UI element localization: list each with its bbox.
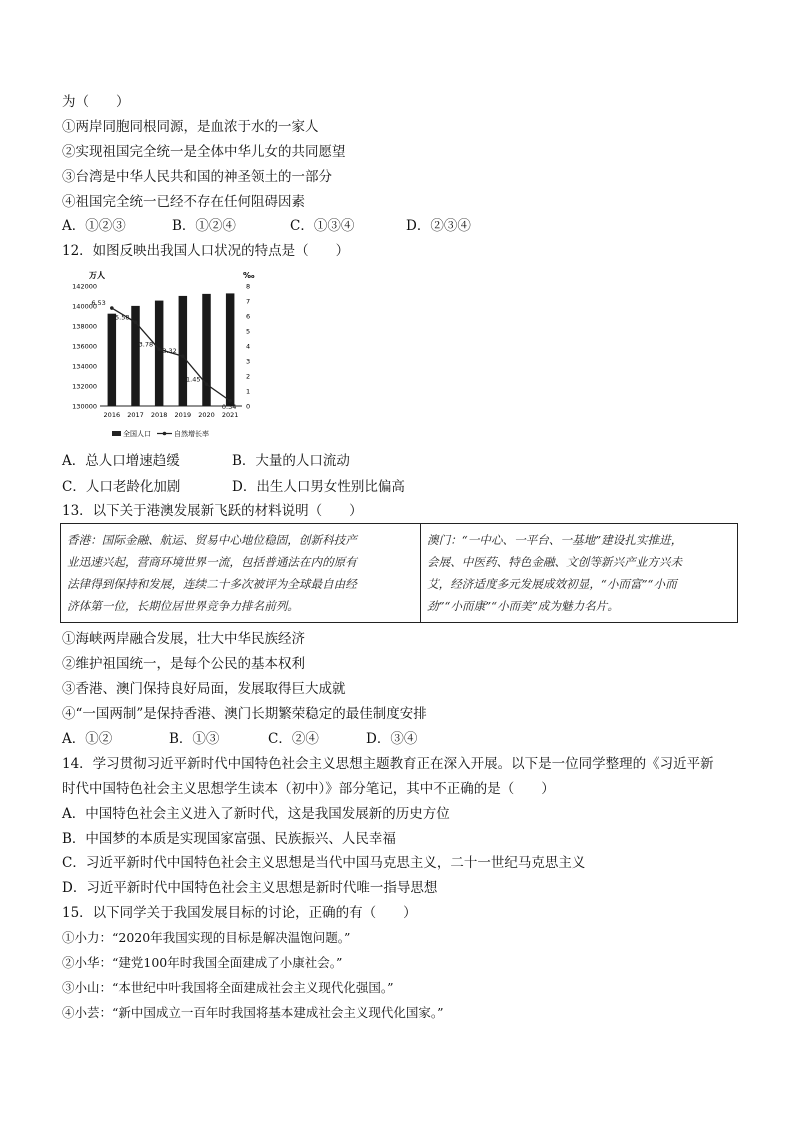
rate-data-label: 5.58 xyxy=(115,313,130,322)
y-left-tick-label: 136000 xyxy=(72,342,97,351)
macau-material xyxy=(421,524,738,623)
x-tick-label: 2016 xyxy=(103,411,121,419)
macau-line: 澳门：“一中心、一平台、一基地”建设扎实推进， xyxy=(427,533,683,547)
q14-stem-line2: 时代中国特色社会主义思想学生读本（初中）》部分笔记，其中不正确的是（ ） xyxy=(62,781,555,797)
legend-label-population: 全国人口 xyxy=(123,430,151,438)
y-right-tick-label: 3 xyxy=(246,357,251,366)
population-bar xyxy=(202,294,211,406)
q12-option-b[interactable]: B．大量的人口流动 xyxy=(232,453,350,469)
q11-option-b[interactable]: B．①②④ xyxy=(172,218,236,234)
y-right-tick-label: 6 xyxy=(246,312,251,321)
q15-statement-2: ②小华：“建党100年时我国全面建成了小康社会。” xyxy=(62,955,343,970)
population-bar xyxy=(108,314,117,406)
q15-statement-1: ①小力：“2020年我国实现的目标是解决温饱问题。” xyxy=(62,930,351,945)
q13-statement-3: ③香港、澳门保持良好局面，发展取得巨大成就 xyxy=(62,681,346,697)
x-tick-label: 2020 xyxy=(198,411,215,419)
q13-statement-1: ①海峡两岸融合发展，壮大中华民族经济 xyxy=(62,631,305,647)
q11-option-a[interactable]: A．①②③ xyxy=(62,218,126,234)
hongkong-line: 法律得到保持和发展，连续二十多次被评为全球最自由经 xyxy=(67,577,357,591)
q12-options-row2 xyxy=(62,477,405,497)
y-left-tick-label: 134000 xyxy=(72,362,97,371)
y-left-tick-label: 138000 xyxy=(72,322,97,331)
q11-statement-3: ③台湾是中华人民共和国的神圣领土的一部分 xyxy=(62,169,332,185)
q14-option-d[interactable]: D．习近平新时代中国特色社会主义思想是新时代唯一指导思想 xyxy=(62,880,438,896)
q12-options-row1 xyxy=(62,451,350,471)
y-left-tick-label: 130000 xyxy=(72,402,97,411)
q11-statement-1: ①两岸同胞同根同源，是血浓于水的一家人 xyxy=(62,119,319,135)
q11-statement-4: ④祖国完全统一已经不存在任何阻碍因素 xyxy=(62,194,305,210)
q13-statement-4: ④“一国两制”是保持香港、澳门长期繁荣稳定的最佳制度安排 xyxy=(62,706,427,722)
y-right-tick-label: 2 xyxy=(246,372,251,381)
q13-options xyxy=(62,729,417,749)
q15-statement-4: ④小芸：“新中国成立一百年时我国将基本建成社会主义现代化国家。” xyxy=(62,1005,444,1020)
population-chart xyxy=(62,268,262,443)
population-bar xyxy=(226,293,235,406)
q12-stem: 12．如图反映出我国人口状况的特点是（ ） xyxy=(62,243,350,259)
chart-legend xyxy=(112,429,209,438)
q13-option-a[interactable]: A．①② xyxy=(62,731,113,747)
rate-data-label: 3.78 xyxy=(138,340,154,349)
y-right-tick-label: 4 xyxy=(246,342,251,351)
chart-y-left-label: 万人 xyxy=(89,271,105,280)
x-tick-label: 2021 xyxy=(221,411,239,419)
legend-marker-rate xyxy=(163,432,167,436)
y-right-tick-label: 7 xyxy=(246,297,251,306)
y-right-tick-label: 8 xyxy=(246,282,251,291)
hongkong-line: 业迅速兴起，营商环境世界一流，包括普通法在内的原有 xyxy=(67,555,357,569)
population-bar xyxy=(179,296,188,406)
y-right-tick-label: 0 xyxy=(246,402,251,411)
rate-data-label: 0.34 xyxy=(221,402,237,411)
q12-option-a[interactable]: A．总人口增速趋缓 xyxy=(62,453,180,469)
q13-option-c[interactable]: C．②④ xyxy=(268,731,319,747)
y-left-tick-label: 132000 xyxy=(72,382,97,391)
rate-point xyxy=(157,348,161,352)
chart-y-right-label: ‰ xyxy=(243,271,255,280)
rate-data-label: 6.53 xyxy=(91,299,106,308)
q12-option-c[interactable]: C．人口老龄化加剧 xyxy=(62,479,181,495)
macau-line: 会展、中医药、特色金融、文创等新兴产业方兴未 xyxy=(427,555,683,569)
legend-swatch-population xyxy=(112,431,121,436)
rate-data-label: 1.45 xyxy=(186,375,201,384)
x-tick-label: 2017 xyxy=(127,411,144,419)
q12-option-d[interactable]: D．出生人口男女性别比偏高 xyxy=(232,479,405,495)
rate-point xyxy=(134,321,138,325)
q11-option-d[interactable]: D．②③④ xyxy=(406,218,471,234)
x-tick-label: 2019 xyxy=(174,411,192,419)
hongkong-line: 济体第一位，长期位居世界竞争力排名前列。 xyxy=(67,599,299,613)
y-left-tick-label: 142000 xyxy=(72,282,97,291)
y-right-tick-label: 1 xyxy=(246,387,251,396)
q11-statement-2: ②实现祖国完全统一是全体中华儿女的共同愿望 xyxy=(62,144,346,160)
q14-option-b[interactable]: B．中国梦的本质是实现国家富强、民族振兴、人民幸福 xyxy=(62,831,396,847)
macau-line: 艾，经济适度多元发展成效初显，“小而富”“小而 xyxy=(427,577,677,591)
rate-point xyxy=(110,306,114,310)
macau-line: 劲”“小而康”“小而美”成为魅力名片。 xyxy=(427,599,619,613)
q13-material-table xyxy=(60,523,738,623)
q13-statement-2: ②维护祖国统一，是每个公民的基本权利 xyxy=(62,656,305,672)
y-right-tick-label: 5 xyxy=(246,327,251,336)
q11-options xyxy=(62,216,471,236)
hongkong-material xyxy=(61,524,421,623)
q11-option-c[interactable]: C．①③④ xyxy=(290,218,355,234)
q15-statement-3: ③小山：“本世纪中叶我国将全面建成社会主义现代化强国。” xyxy=(62,980,394,995)
hongkong-line: 香港：国际金融、航运、贸易中心地位稳固，创新科技产 xyxy=(67,533,357,547)
rate-data-label: 3.32 xyxy=(162,347,177,356)
rate-point xyxy=(181,354,185,358)
q11-stem-cont: 为（ ） xyxy=(62,94,130,110)
rate-point xyxy=(205,382,209,386)
q15-stem: 15．以下同学关于我国发展目标的讨论，正确的有（ ） xyxy=(62,905,417,921)
q14-option-c[interactable]: C．习近平新时代中国特色社会主义思想是当代中国马克思主义，二十一世纪马克思主义 xyxy=(62,855,586,871)
q14-stem-line1: 14．学习贯彻习近平新时代中国特色社会主义思想主题教育正在深入开展。以下是一位同学整理的《习近平新 xyxy=(62,756,714,772)
y-left-tick-label: 140000 xyxy=(72,302,97,311)
q14-option-a[interactable]: A．中国特色社会主义进入了新时代，这是我国发展新的历史方位 xyxy=(62,806,450,822)
legend-label-rate: 自然增长率 xyxy=(174,430,209,438)
x-tick-label: 2018 xyxy=(150,411,168,419)
q13-stem: 13．以下关于港澳发展新飞跃的材料说明（ ） xyxy=(62,503,363,519)
q13-option-b[interactable]: B．①③ xyxy=(169,731,220,747)
q13-option-d[interactable]: D．③④ xyxy=(366,731,418,747)
